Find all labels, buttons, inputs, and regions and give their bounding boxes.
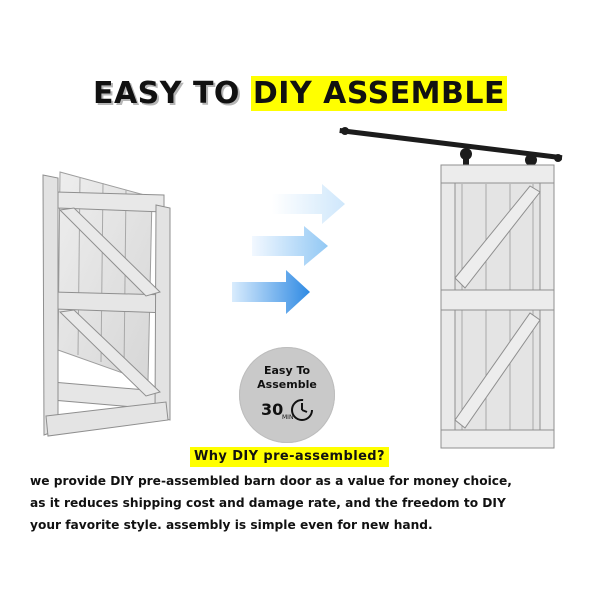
subtitle: Why DIY pre-assembled? bbox=[190, 447, 389, 467]
arrow-icon bbox=[272, 184, 345, 224]
arrows bbox=[232, 184, 345, 314]
badge-line-2: Assemble bbox=[257, 378, 317, 391]
easy-assemble-badge bbox=[239, 347, 335, 443]
title-highlight: DIY ASSEMBLE bbox=[252, 76, 506, 111]
description-line: your favorite style. assembly is simple even for new hand. bbox=[30, 518, 433, 532]
arrow-icon bbox=[232, 270, 310, 314]
stile-right bbox=[155, 205, 170, 420]
badge-minutes: 30 bbox=[261, 400, 284, 419]
stile-left bbox=[43, 175, 58, 435]
barn-door bbox=[339, 127, 562, 448]
clock-icon bbox=[289, 397, 315, 423]
arrow-icon bbox=[252, 226, 328, 266]
rail-base bbox=[46, 402, 168, 436]
badge-line-1: Easy To bbox=[263, 364, 311, 377]
description-line: as it reduces shipping cost and damage rate, and the freedom to DIY bbox=[30, 496, 506, 510]
description-line: we provide DIY pre-assembled barn door as a value for money choice, bbox=[30, 474, 512, 488]
badge-unit: MIN bbox=[282, 414, 294, 421]
title-plain: EASY TO bbox=[92, 76, 251, 111]
door-parts bbox=[43, 172, 170, 436]
